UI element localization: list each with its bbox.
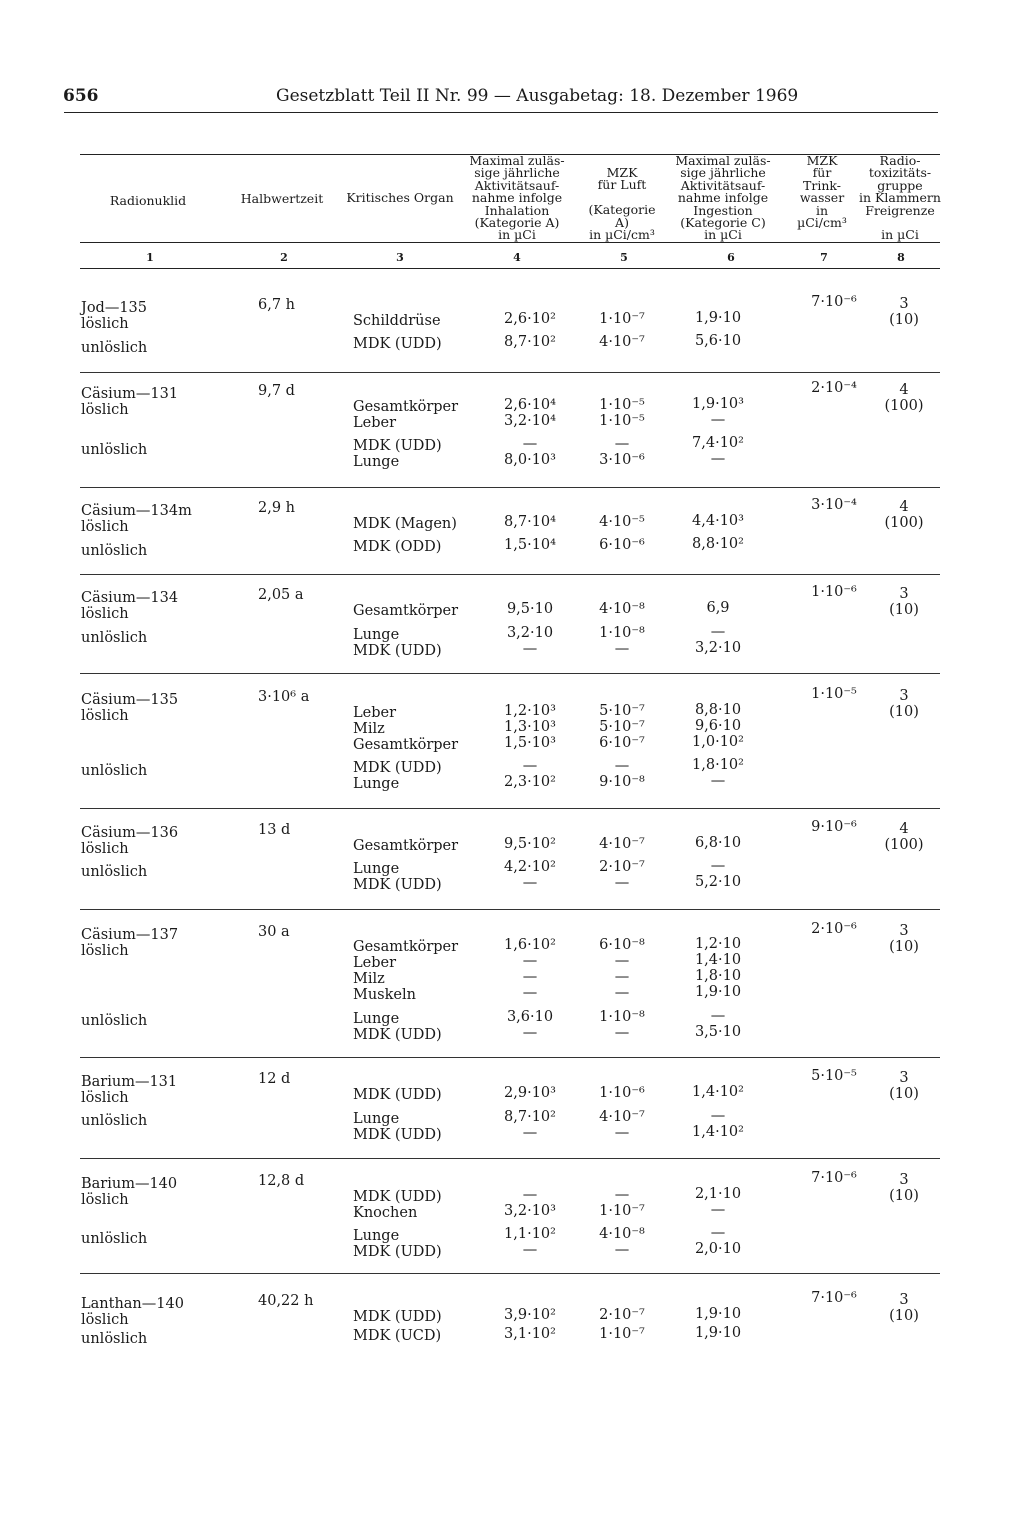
- nuclide-name: Cäsium—136: [81, 825, 179, 841]
- inhalation-value: 8,7·10²: [504, 334, 556, 350]
- group-separator: [80, 1057, 940, 1058]
- solubility-label: unlöslich: [81, 1231, 148, 1247]
- nuclide-name: Lanthan—140: [81, 1296, 184, 1312]
- mzk-luft-value: 1·10⁻⁶: [599, 1085, 645, 1101]
- page-number: 656: [63, 86, 99, 106]
- solubility-label: löslich: [81, 708, 129, 724]
- ingestion-value: —: [710, 858, 726, 874]
- header-halbwertzeit: Halbwertzeit: [240, 191, 324, 206]
- mzk-luft-value: 4·10⁻⁷: [599, 836, 645, 852]
- mzk-luft-value: 1·10⁻⁷: [599, 1326, 645, 1342]
- critical-organ: MDK (UDD): [353, 760, 442, 776]
- page-title: Gesetzblatt Teil II Nr. 99 — Ausgabetag: 18. Dezember 1969: [276, 86, 799, 106]
- mzk-luft-value: 4·10⁻⁵: [599, 514, 645, 530]
- radiotoxicity-group: 3: [899, 1172, 909, 1188]
- ingestion-value: 1,4·10²: [692, 1084, 744, 1100]
- solubility-label: löslich: [81, 316, 129, 332]
- critical-organ: Lunge: [353, 627, 400, 643]
- solubility-label: unlöslich: [81, 340, 148, 356]
- critical-organ: Gesamtkörper: [353, 399, 459, 415]
- solubility-label: löslich: [81, 519, 129, 535]
- ingestion-value: 2,1·10: [694, 1186, 742, 1202]
- half-life: 3·10⁶ a: [258, 689, 310, 705]
- nuclide-name: Cäsium—137: [81, 927, 179, 943]
- mzk-trinkwasser-value: 2·10⁻⁴: [811, 380, 857, 396]
- group-separator: [80, 808, 940, 809]
- solubility-label: löslich: [81, 606, 129, 622]
- freigrenze-value: (10): [889, 312, 919, 328]
- nuclide-name: Cäsium—131: [81, 386, 179, 402]
- solubility-label: unlöslich: [81, 763, 148, 779]
- solubility-label: löslich: [81, 402, 129, 418]
- critical-organ: Lunge: [353, 861, 400, 877]
- column-number-6: 6: [727, 251, 735, 264]
- critical-organ: MDK (UDD): [353, 643, 442, 659]
- ingestion-value: —: [710, 624, 726, 640]
- mzk-luft-value: —: [614, 985, 630, 1001]
- critical-organ: Milz: [353, 971, 385, 987]
- critical-organ: MDK (UCD): [353, 1328, 442, 1344]
- group-separator: [80, 487, 940, 488]
- half-life: 12,8 d: [258, 1173, 305, 1189]
- inhalation-value: —: [522, 1025, 538, 1041]
- column-number-5: 5: [620, 251, 628, 264]
- freigrenze-value: (10): [889, 1086, 919, 1102]
- critical-organ: MDK (UDD): [353, 1309, 442, 1325]
- inhalation-value: —: [522, 1187, 538, 1203]
- ingestion-value: 7,4·10²: [692, 435, 744, 451]
- critical-organ: MDK (UDD): [353, 336, 442, 352]
- inhalation-value: 9,5·10²: [504, 836, 556, 852]
- colnum-bottom-rule: [80, 268, 940, 269]
- inhalation-value: —: [522, 953, 538, 969]
- critical-organ: Lunge: [353, 1228, 400, 1244]
- inhalation-value: 3,6·10: [506, 1009, 554, 1025]
- critical-organ: MDK (UDD): [353, 1127, 442, 1143]
- mzk-luft-value: 2·10⁻⁷: [599, 859, 645, 875]
- mzk-trinkwasser-value: 7·10⁻⁶: [811, 1290, 857, 1306]
- radiotoxicity-group: 4: [899, 821, 909, 837]
- inhalation-value: —: [522, 969, 538, 985]
- column-number-2: 2: [280, 251, 288, 264]
- mzk-luft-value: 6·10⁻⁸: [599, 937, 645, 953]
- ingestion-value: —: [710, 1225, 726, 1241]
- ingestion-value: 5,6·10: [694, 333, 742, 349]
- inhalation-value: 3,9·10²: [504, 1307, 556, 1323]
- inhalation-value: 8,7·10⁴: [504, 514, 556, 530]
- solubility-label: unlöslich: [81, 1113, 148, 1129]
- freigrenze-value: (10): [889, 704, 919, 720]
- mzk-trinkwasser-value: 7·10⁻⁶: [811, 294, 857, 310]
- mzk-luft-value: 4·10⁻⁷: [599, 334, 645, 350]
- critical-organ: MDK (UDD): [353, 438, 442, 454]
- critical-organ: MDK (UDD): [353, 1244, 442, 1260]
- mzk-luft-value: 5·10⁻⁷: [599, 703, 645, 719]
- mzk-luft-value: —: [614, 953, 630, 969]
- mzk-luft-value: 4·10⁻⁸: [599, 601, 645, 617]
- group-separator: [80, 1158, 940, 1159]
- ingestion-value: 3,5·10: [694, 1024, 742, 1040]
- group-separator: [80, 1273, 940, 1274]
- inhalation-value: —: [522, 436, 538, 452]
- solubility-label: unlöslich: [81, 630, 148, 646]
- critical-organ: Lunge: [353, 776, 400, 792]
- solubility-label: unlöslich: [81, 543, 148, 559]
- critical-organ: Gesamtkörper: [353, 603, 459, 619]
- mzk-luft-value: —: [614, 1242, 630, 1258]
- radiotoxicity-group: 3: [899, 296, 909, 312]
- freigrenze-value: (10): [889, 602, 919, 618]
- critical-organ: Lunge: [353, 1011, 400, 1027]
- inhalation-value: 3,2·10⁴: [504, 413, 556, 429]
- column-number-1: 1: [146, 251, 154, 264]
- mzk-trinkwasser-value: 9·10⁻⁶: [811, 819, 857, 835]
- column-number-4: 4: [513, 251, 521, 264]
- inhalation-value: 4,2·10²: [504, 859, 556, 875]
- inhalation-value: —: [522, 985, 538, 1001]
- inhalation-value: 1,6·10²: [504, 937, 556, 953]
- nuclide-name: Cäsium—135: [81, 692, 179, 708]
- radiotoxicity-group: 4: [899, 499, 909, 515]
- ingestion-value: 1,8·10²: [692, 757, 744, 773]
- inhalation-value: 1,1·10²: [504, 1226, 556, 1242]
- inhalation-value: —: [522, 1125, 538, 1141]
- header-ingestion: Maximal zuläs- sige jährliche Aktivitätsauf- nahme infolge Ingestion (Kategorie C) in µCi: [675, 153, 771, 243]
- critical-organ: Gesamtkörper: [353, 838, 459, 854]
- header-inhalation: Maximal zuläs- sige jährliche Aktivitätsauf- nahme infolge Inhalation (Kategorie A) in µCi: [469, 153, 565, 243]
- inhalation-value: 1,2·10³: [504, 703, 556, 719]
- inhalation-value: 2,9·10³: [504, 1085, 556, 1101]
- solubility-label: unlöslich: [81, 864, 148, 880]
- group-separator: [80, 909, 940, 910]
- solubility-label: löslich: [81, 1312, 129, 1328]
- ingestion-value: 8,8·10: [694, 702, 742, 718]
- header-mzk-luft: MZK für Luft (Kategorie A) in µCi/cm³: [588, 165, 656, 243]
- mzk-luft-value: 1·10⁻⁵: [599, 413, 645, 429]
- critical-organ: MDK (ODD): [353, 539, 442, 555]
- solubility-label: löslich: [81, 841, 129, 857]
- ingestion-value: 1,9·10: [694, 310, 742, 326]
- critical-organ: MDK (Magen): [353, 516, 457, 532]
- ingestion-value: —: [710, 1202, 726, 1218]
- inhalation-value: 1,5·10⁴: [504, 537, 556, 553]
- radiotoxicity-group: 3: [899, 923, 909, 939]
- solubility-label: unlöslich: [81, 1331, 148, 1347]
- solubility-label: löslich: [81, 943, 129, 959]
- mzk-luft-value: 1·10⁻⁷: [599, 311, 645, 327]
- inhalation-value: —: [522, 758, 538, 774]
- solubility-label: unlöslich: [81, 1013, 148, 1029]
- ingestion-value: 1,4·10²: [692, 1124, 744, 1140]
- freigrenze-value: (10): [889, 1308, 919, 1324]
- half-life: 9,7 d: [258, 383, 295, 399]
- ingestion-value: —: [710, 1008, 726, 1024]
- nuclide-name: Cäsium—134m: [81, 503, 192, 519]
- critical-organ: MDK (UDD): [353, 1027, 442, 1043]
- inhalation-value: 3,2·10: [506, 625, 554, 641]
- half-life: 2,05 a: [258, 587, 304, 603]
- ingestion-value: —: [710, 1108, 726, 1124]
- header-rule: [64, 112, 938, 113]
- inhalation-value: 8,0·10³: [504, 452, 556, 468]
- mzk-luft-value: 4·10⁻⁷: [599, 1109, 645, 1125]
- ingestion-value: 1,9·10: [694, 1325, 742, 1341]
- header-bottom-rule: [80, 242, 940, 243]
- mzk-luft-value: —: [614, 758, 630, 774]
- mzk-luft-value: 9·10⁻⁸: [599, 774, 645, 790]
- mzk-luft-value: 1·10⁻⁸: [599, 625, 645, 641]
- mzk-luft-value: 2·10⁻⁷: [599, 1307, 645, 1323]
- mzk-luft-value: —: [614, 969, 630, 985]
- ingestion-value: 1,0·10²: [692, 734, 744, 750]
- inhalation-value: —: [522, 641, 538, 657]
- ingestion-value: 6,8·10: [694, 835, 742, 851]
- freigrenze-value: (10): [889, 939, 919, 955]
- critical-organ: Muskeln: [353, 987, 416, 1003]
- critical-organ: Gesamtkörper: [353, 939, 459, 955]
- inhalation-value: 1,5·10³: [504, 735, 556, 751]
- critical-organ: MDK (UDD): [353, 1087, 442, 1103]
- ingestion-value: 4,4·10³: [692, 513, 744, 529]
- group-separator: [80, 673, 940, 674]
- freigrenze-value: (100): [884, 398, 924, 414]
- ingestion-value: 1,4·10: [694, 952, 742, 968]
- mzk-luft-value: 1·10⁻⁷: [599, 1203, 645, 1219]
- header-organ: Kritisches Organ: [346, 190, 454, 205]
- ingestion-value: 1,9·10: [694, 984, 742, 1000]
- critical-organ: Milz: [353, 721, 385, 737]
- freigrenze-value: (10): [889, 1188, 919, 1204]
- mzk-trinkwasser-value: 3·10⁻⁴: [811, 497, 857, 513]
- half-life: 40,22 h: [258, 1293, 314, 1309]
- mzk-luft-value: —: [614, 875, 630, 891]
- ingestion-value: 1,9·10³: [692, 396, 744, 412]
- nuclide-name: Barium—131: [81, 1074, 178, 1090]
- header-radionuklid: Radionuklid: [109, 193, 187, 208]
- ingestion-value: —: [710, 451, 726, 467]
- ingestion-value: 1,9·10: [694, 1306, 742, 1322]
- ingestion-value: 1,8·10: [694, 968, 742, 984]
- solubility-label: unlöslich: [81, 442, 148, 458]
- column-number-8: 8: [897, 251, 905, 264]
- critical-organ: MDK (UDD): [353, 1189, 442, 1205]
- ingestion-value: 6,9: [706, 600, 730, 616]
- critical-organ: Leber: [353, 415, 397, 431]
- half-life: 30 a: [258, 924, 290, 940]
- radiotoxicity-group: 3: [899, 1070, 909, 1086]
- critical-organ: Gesamtkörper: [353, 737, 459, 753]
- critical-organ: Schilddrüse: [353, 313, 441, 329]
- ingestion-value: 2,0·10: [694, 1241, 742, 1257]
- mzk-luft-value: —: [614, 1025, 630, 1041]
- mzk-luft-value: 4·10⁻⁸: [599, 1226, 645, 1242]
- inhalation-value: 8,7·10²: [504, 1109, 556, 1125]
- freigrenze-value: (100): [884, 515, 924, 531]
- nuclide-name: Cäsium—134: [81, 590, 179, 606]
- critical-organ: MDK (UDD): [353, 877, 442, 893]
- ingestion-value: 9,6·10: [694, 718, 742, 734]
- half-life: 12 d: [258, 1071, 291, 1087]
- critical-organ: Leber: [353, 705, 397, 721]
- half-life: 13 d: [258, 822, 291, 838]
- mzk-trinkwasser-value: 7·10⁻⁶: [811, 1170, 857, 1186]
- nuclide-name: Barium—140: [81, 1176, 178, 1192]
- ingestion-value: 3,2·10: [694, 640, 742, 656]
- mzk-trinkwasser-value: 2·10⁻⁶: [811, 921, 857, 937]
- critical-organ: Leber: [353, 955, 397, 971]
- critical-organ: Knochen: [353, 1205, 418, 1221]
- radiotoxicity-group: 3: [899, 1292, 909, 1308]
- mzk-luft-value: —: [614, 641, 630, 657]
- inhalation-value: 2,6·10²: [504, 311, 556, 327]
- mzk-luft-value: 5·10⁻⁷: [599, 719, 645, 735]
- inhalation-value: 2,3·10²: [504, 774, 556, 790]
- mzk-luft-value: 6·10⁻⁷: [599, 735, 645, 751]
- half-life: 6,7 h: [258, 297, 296, 313]
- freigrenze-value: (100): [884, 837, 924, 853]
- solubility-label: löslich: [81, 1090, 129, 1106]
- mzk-trinkwasser-value: 1·10⁻⁶: [811, 584, 857, 600]
- mzk-luft-value: 6·10⁻⁶: [599, 537, 645, 553]
- mzk-luft-value: —: [614, 1187, 630, 1203]
- mzk-trinkwasser-value: 5·10⁻⁵: [811, 1068, 857, 1084]
- mzk-luft-value: —: [614, 1125, 630, 1141]
- radiotoxicity-group: 3: [899, 586, 909, 602]
- nuclide-name: Jod—135: [81, 300, 148, 316]
- mzk-luft-value: 1·10⁻⁸: [599, 1009, 645, 1025]
- ingestion-value: 5,2·10: [694, 874, 742, 890]
- inhalation-value: 9,5·10: [506, 601, 554, 617]
- inhalation-value: 1,3·10³: [504, 719, 556, 735]
- critical-organ: Lunge: [353, 454, 400, 470]
- group-separator: [80, 372, 940, 373]
- inhalation-value: —: [522, 875, 538, 891]
- group-separator: [80, 574, 940, 575]
- critical-organ: Lunge: [353, 1111, 400, 1127]
- inhalation-value: 3,1·10²: [504, 1326, 556, 1342]
- solubility-label: löslich: [81, 1192, 129, 1208]
- radiotoxicity-group: 3: [899, 688, 909, 704]
- ingestion-value: —: [710, 412, 726, 428]
- column-number-7: 7: [820, 251, 828, 264]
- ingestion-value: 1,2·10: [694, 936, 742, 952]
- mzk-luft-value: 3·10⁻⁶: [599, 452, 645, 468]
- inhalation-value: 3,2·10³: [504, 1203, 556, 1219]
- column-number-3: 3: [396, 251, 404, 264]
- mzk-luft-value: 1·10⁻⁵: [599, 397, 645, 413]
- radiotoxicity-group: 4: [899, 382, 909, 398]
- mzk-trinkwasser-value: 1·10⁻⁵: [811, 686, 857, 702]
- ingestion-value: —: [710, 773, 726, 789]
- mzk-luft-value: —: [614, 436, 630, 452]
- half-life: 2,9 h: [258, 500, 296, 516]
- inhalation-value: 2,6·10⁴: [504, 397, 556, 413]
- ingestion-value: 8,8·10²: [692, 536, 744, 552]
- header-radiotoxizitaet: Radio- toxizitäts- gruppe in Klammern Freigrenze in µCi: [859, 153, 941, 243]
- inhalation-value: —: [522, 1242, 538, 1258]
- header-mzk-trinkwasser: MZK für Trink- wasser in µCi/cm³: [797, 153, 847, 231]
